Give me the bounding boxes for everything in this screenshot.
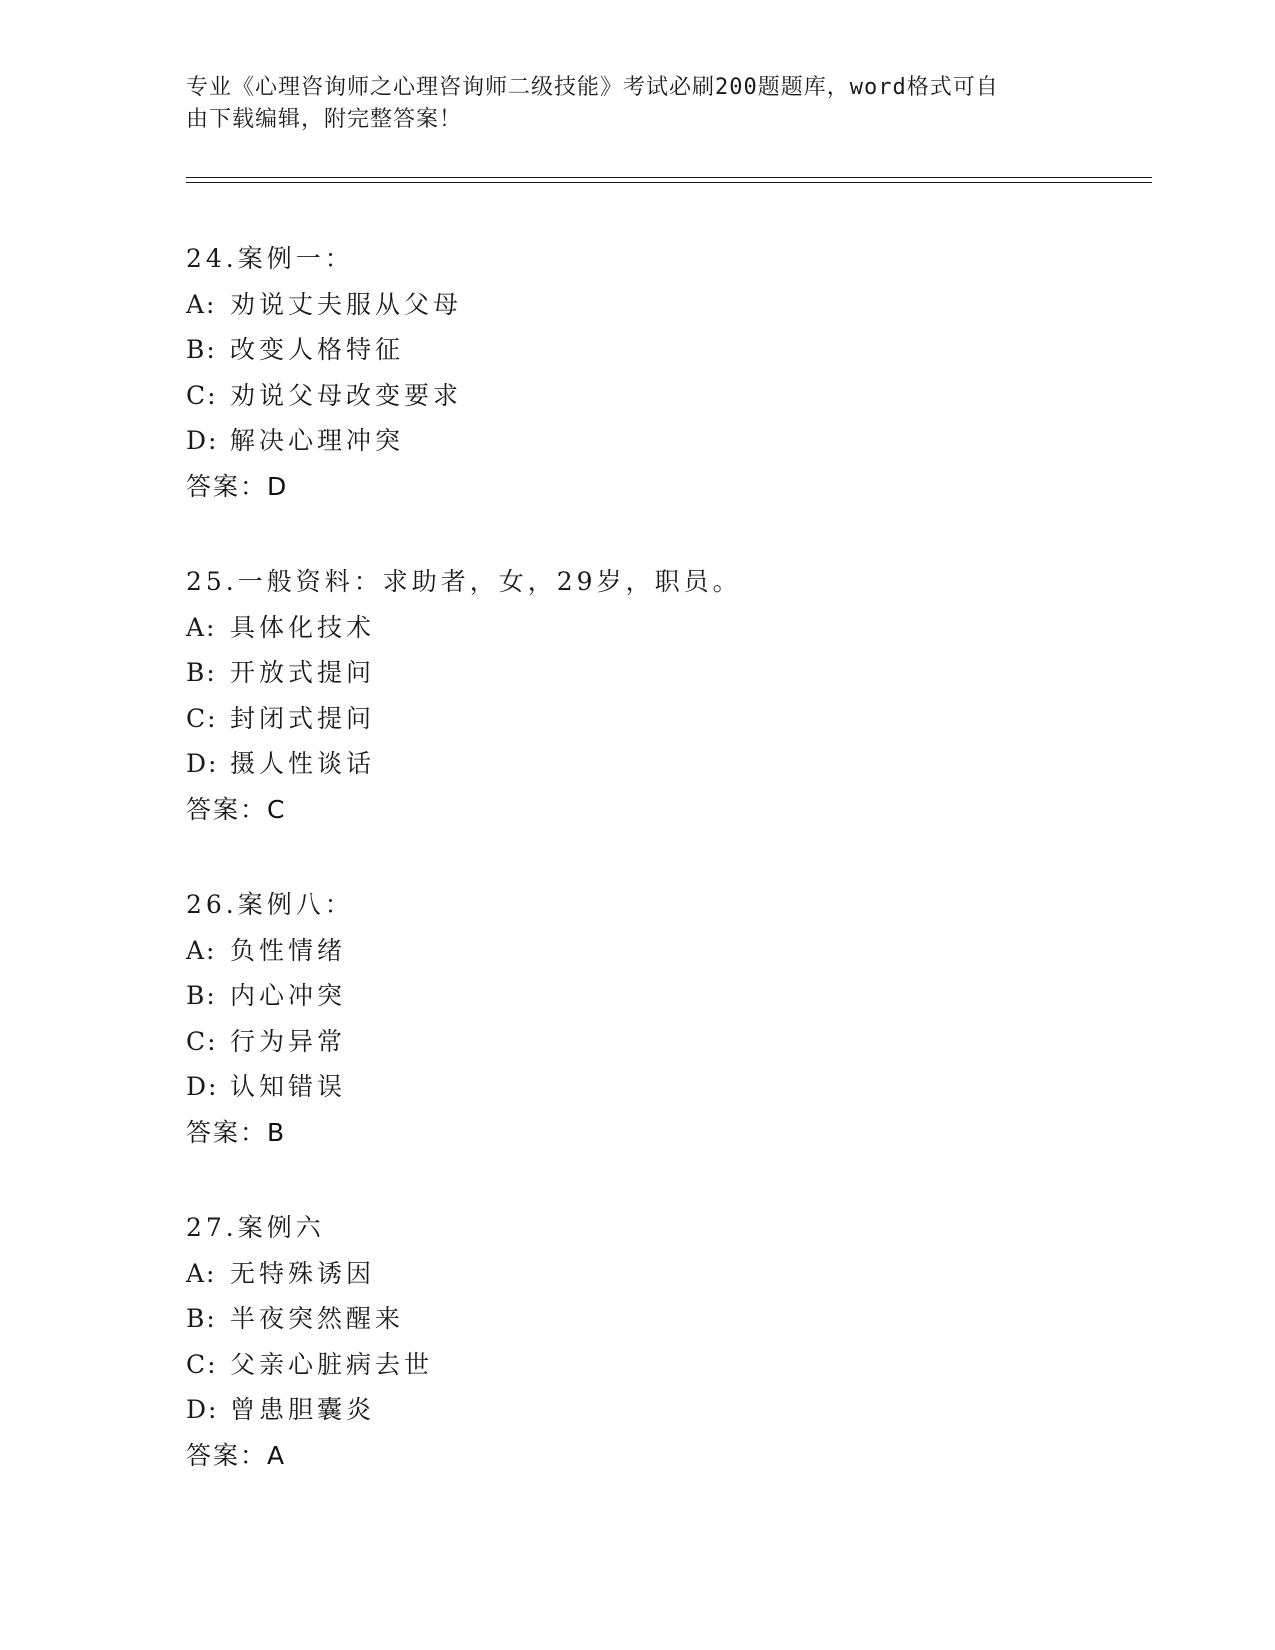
option-text: 曾患胆囊炎 [230, 1395, 376, 1424]
option-letter: A: [186, 289, 217, 319]
option-text: 改变人格特征 [230, 335, 405, 364]
question-title: 24.案例一： [186, 244, 354, 273]
option-c [186, 1342, 1086, 1388]
question-list [186, 236, 1086, 1528]
option-letter: D: [186, 1072, 219, 1101]
option-b [186, 1296, 1086, 1342]
option-letter: C: [186, 703, 218, 733]
option-a [186, 282, 1086, 328]
option-letter: B: [186, 335, 217, 364]
option-text: 行为异常 [230, 1026, 347, 1056]
question-26 [186, 882, 1086, 1155]
option-letter: C: [186, 1349, 218, 1379]
option-text: 封闭式提问 [230, 703, 376, 733]
option-d [186, 1064, 1086, 1110]
option-letter: C: [186, 380, 218, 410]
option-letter: B: [186, 1304, 217, 1333]
option-b [186, 650, 1086, 696]
option-text: 具体化技术 [230, 612, 376, 642]
option-letter: C: [186, 1026, 218, 1056]
option-text: 开放式提问 [230, 658, 376, 687]
question-27 [186, 1205, 1086, 1478]
question-25 [186, 559, 1086, 832]
option-b [186, 973, 1086, 1019]
option-text: 认知错误 [230, 1072, 347, 1101]
question-title: 26.案例八： [186, 890, 354, 919]
option-d [186, 741, 1086, 787]
option-d [186, 418, 1086, 464]
option-text: 无特殊诱因 [230, 1258, 376, 1288]
answer-label: 答案：C [186, 794, 287, 824]
option-b [186, 327, 1086, 373]
option-a [186, 928, 1086, 974]
header-divider-bottom [186, 182, 1152, 183]
option-letter: A: [186, 935, 217, 965]
answer-label: 答案：A [186, 1440, 287, 1470]
header-line-2: 由下载编辑，附完整答案！ [186, 107, 463, 132]
option-text: 负性情绪 [230, 935, 347, 965]
answer-label: 答案：B [186, 1117, 287, 1147]
option-a [186, 605, 1086, 651]
option-letter: D: [186, 749, 219, 778]
option-text: 父亲心脏病去世 [230, 1349, 434, 1379]
document-header [186, 72, 1066, 136]
option-letter: D: [186, 426, 219, 455]
option-c [186, 1019, 1086, 1065]
header-divider-top [186, 177, 1152, 178]
header-line-1: 专业《心理咨询师之心理咨询师二级技能》考试必刷200题题库，word格式可自 [186, 75, 999, 100]
option-c [186, 696, 1086, 742]
option-text: 劝说父母改变要求 [230, 380, 463, 410]
option-text: 半夜突然醒来 [230, 1304, 405, 1333]
option-letter: B: [186, 658, 217, 687]
option-c [186, 373, 1086, 419]
option-text: 摄人性谈话 [230, 749, 376, 778]
question-title: 25.一般资料：求助者，女，29岁，职员。 [186, 567, 742, 596]
question-title: 27.案例六 [186, 1213, 325, 1242]
option-letter: A: [186, 1258, 217, 1288]
option-text: 内心冲突 [230, 981, 347, 1010]
option-letter: D: [186, 1395, 219, 1424]
answer-label: 答案：D [186, 471, 289, 501]
option-text: 劝说丈夫服从父母 [230, 289, 463, 319]
option-letter: B: [186, 981, 217, 1010]
option-letter: A: [186, 612, 217, 642]
option-d [186, 1387, 1086, 1433]
option-text: 解决心理冲突 [230, 426, 405, 455]
option-a [186, 1251, 1086, 1297]
question-24 [186, 236, 1086, 509]
